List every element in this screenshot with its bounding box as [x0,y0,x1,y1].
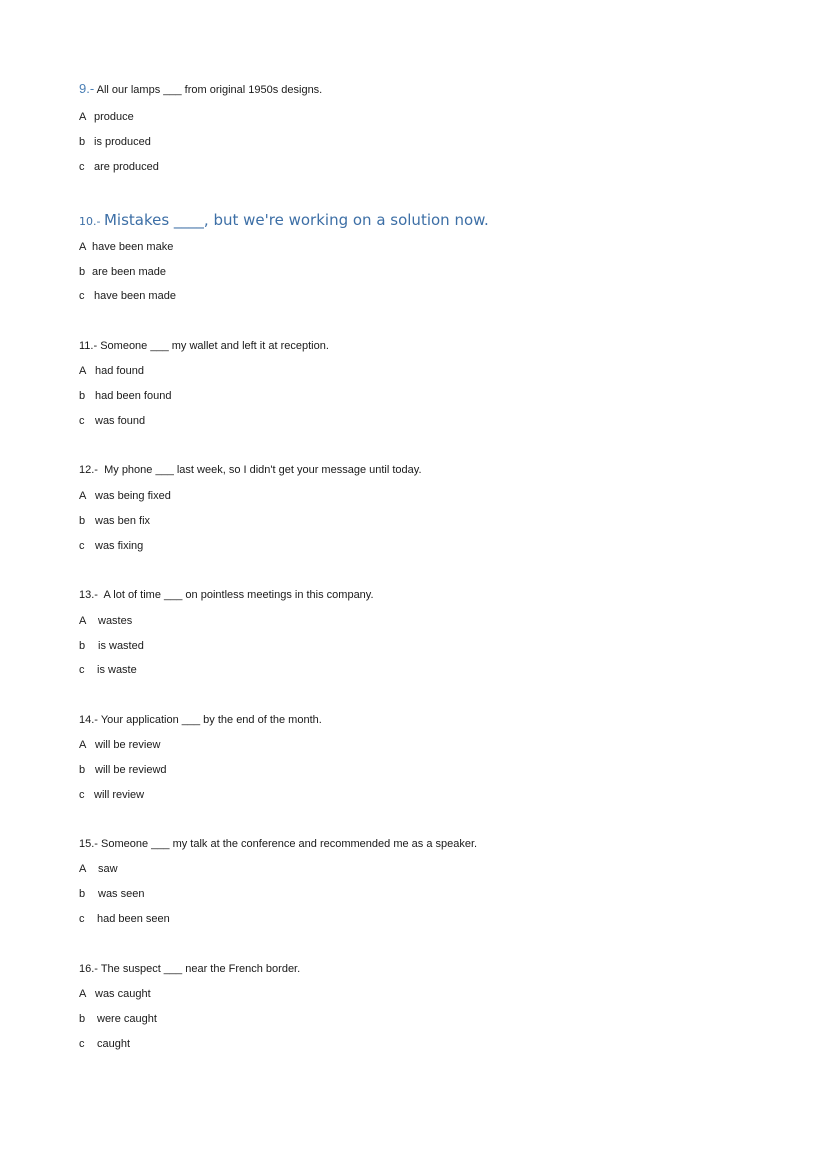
question-16 [79,962,300,976]
question-number: 14.- [79,714,98,726]
option-text: was caught [95,988,151,1000]
option-letter: c [79,1038,85,1050]
option-text: are been made [92,266,166,278]
option-text: will be review [95,739,161,751]
option-letter: A [79,490,87,502]
option-11-b[interactable] [79,389,171,403]
question-13 [79,588,374,602]
question-text: Mistakes ____, but we're working on a solution now. [103,211,489,229]
option-text: wastes [98,615,133,627]
option-letter: b [79,266,86,278]
question-number: 10.- [79,215,101,228]
question-text: Your application ___ by the end of the month. [100,714,322,726]
option-13-c[interactable] [79,663,137,677]
question-number: 15.- [79,838,98,850]
option-9-c[interactable] [79,160,159,174]
question-10 [79,210,489,232]
option-letter: c [79,540,85,552]
option-text: have been made [94,290,176,302]
option-15-c[interactable] [79,912,170,926]
option-13-b[interactable] [79,639,144,653]
question-number: 13.- [79,589,98,601]
option-16-b[interactable] [79,1012,157,1026]
option-16-c[interactable] [79,1037,130,1051]
option-10-a[interactable] [79,240,173,254]
question-text: The suspect ___ near the French border. [100,963,301,975]
option-11-c[interactable] [79,414,145,428]
option-letter: c [79,664,85,676]
option-text: were caught [97,1013,157,1025]
option-text: saw [98,863,118,875]
option-15-a[interactable] [79,862,118,876]
option-text: produce [94,111,134,123]
question-number: 9.- [79,81,95,96]
question-text: A lot of time ___ on pointless meetings in this company. [103,589,374,601]
option-15-b[interactable] [79,887,144,901]
option-text: will be reviewd [95,764,167,776]
option-letter: A [79,241,87,253]
option-13-a[interactable] [79,614,132,628]
question-11 [79,339,329,353]
option-letter: b [79,136,86,148]
question-15 [79,837,477,851]
option-letter: A [79,739,87,751]
option-letter: b [79,515,86,527]
option-letter: c [79,415,85,427]
question-14 [79,713,322,727]
option-letter: A [79,365,87,377]
question-12 [79,463,422,477]
question-text: All our lamps ___ from original 1950s designs. [94,84,323,96]
option-9-b[interactable] [79,135,151,149]
option-12-c[interactable] [79,539,143,553]
option-14-a[interactable] [79,738,160,752]
option-text: are produced [94,161,159,173]
option-text: had been found [95,390,172,402]
option-letter: b [79,764,86,776]
option-text: had found [95,365,144,377]
option-letter: b [79,888,86,900]
option-text: is produced [94,136,151,148]
option-text: was found [95,415,146,427]
question-9 [79,82,322,97]
option-text: was seen [98,888,145,900]
option-letter: c [79,913,85,925]
option-16-a[interactable] [79,987,151,1001]
question-number: 12.- [79,464,98,476]
question-text: Someone ___ my talk at the conference and recommended me as a speaker. [101,838,478,850]
option-14-c[interactable] [79,788,144,802]
option-letter: A [79,111,87,123]
option-text: is waste [97,664,137,676]
question-text: My phone ___ last week, so I didn't get your message until today. [104,464,422,476]
question-text: Someone ___ my wallet and left it at reception. [100,340,329,352]
option-letter: b [79,390,86,402]
option-text: had been seen [97,913,170,925]
option-letter: c [79,789,85,801]
option-letter: A [79,988,87,1000]
option-14-b[interactable] [79,763,167,777]
option-text: have been make [92,241,174,253]
option-letter: A [79,615,87,627]
option-12-a[interactable] [79,489,171,503]
option-letter: b [79,1013,86,1025]
option-11-a[interactable] [79,364,144,378]
option-12-b[interactable] [79,514,150,528]
option-letter: c [79,290,85,302]
option-letter: b [79,640,86,652]
option-text: was being fixed [95,490,171,502]
option-letter: c [79,161,85,173]
question-number: 11.- [79,340,98,352]
option-text: was fixing [95,540,144,552]
option-text: is wasted [98,640,144,652]
option-letter: A [79,863,87,875]
option-9-a[interactable] [79,110,134,124]
option-10-c[interactable] [79,289,176,303]
option-text: will review [94,789,145,801]
option-text: caught [97,1038,131,1050]
question-number: 16.- [79,963,98,975]
option-text: was ben fix [95,515,151,527]
option-10-b[interactable] [79,265,166,279]
